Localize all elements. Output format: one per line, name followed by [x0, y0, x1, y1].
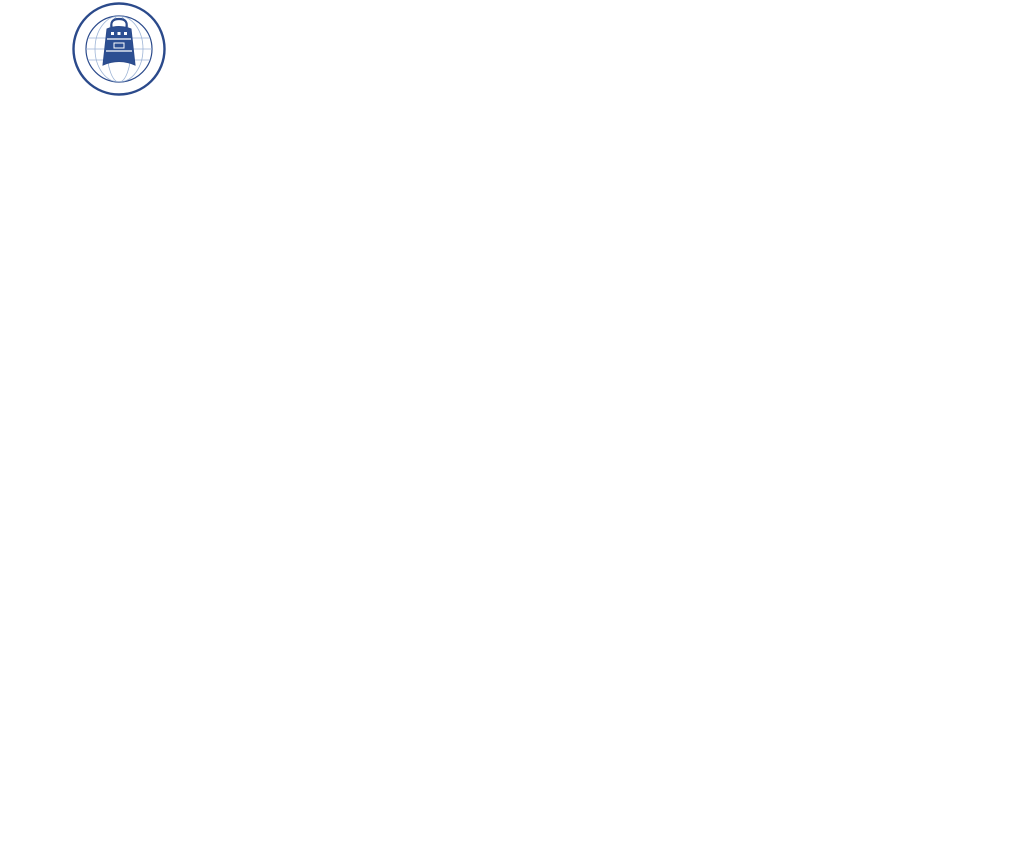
arrangements-panel	[673, 136, 1013, 770]
